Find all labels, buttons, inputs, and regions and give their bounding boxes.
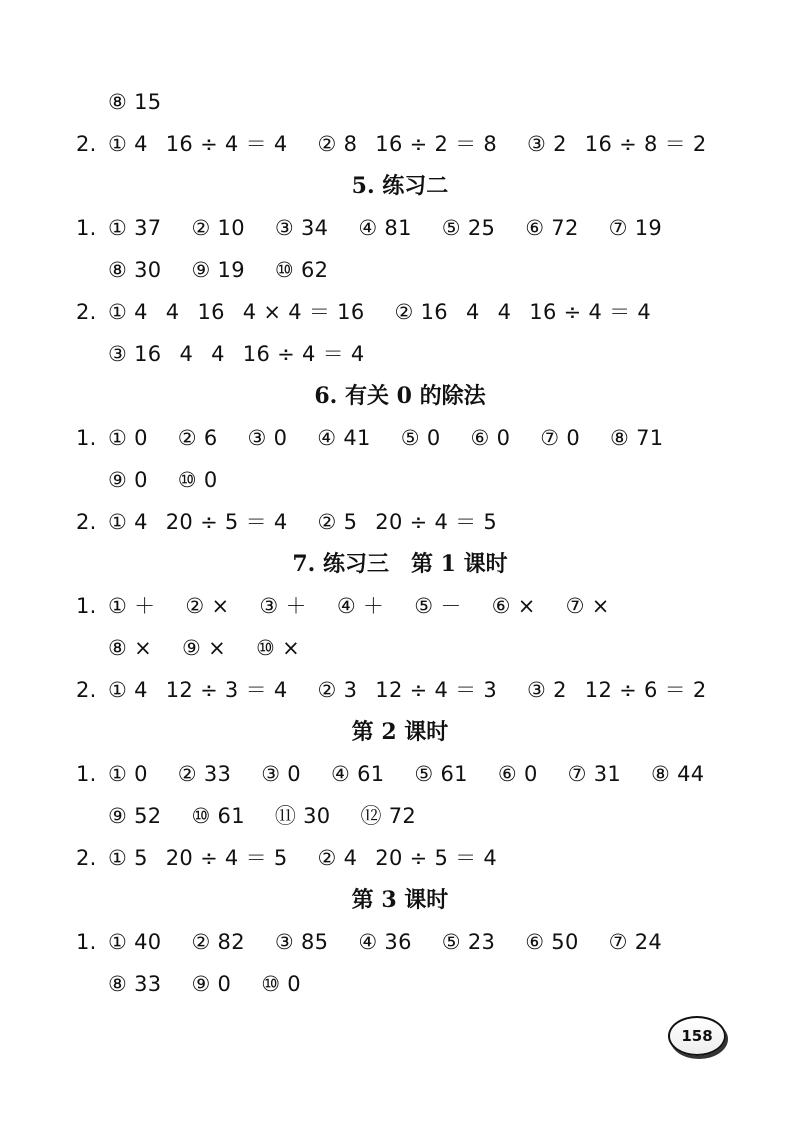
answer-line — [0, 82, 800, 122]
numbered-answer: ⑫ 72 — [360, 804, 417, 828]
numbered-answer: ⑨ 52 — [108, 804, 162, 828]
numbered-answer: ② 16 — [394, 300, 448, 324]
answer-equation: 4 — [179, 342, 194, 366]
numbered-answer: ③ ＋ — [259, 594, 307, 618]
numbered-answer: ⑩ 62 — [274, 258, 329, 282]
numbered-answer: ② 3 — [317, 678, 358, 702]
numbered-answer: ③ 34 — [274, 216, 329, 240]
numbered-answer: ① 0 — [108, 762, 148, 786]
numbered-answer: ⑦ × — [565, 594, 610, 618]
numbered-answer: ⑤ 0 — [400, 426, 441, 450]
numbered-answer: ③ 0 — [261, 762, 301, 786]
answer-equation: 12 ÷ 4 ＝ 3 — [375, 678, 498, 702]
numbered-answer: ② 10 — [191, 216, 245, 240]
numbered-answer: ⑦ 31 — [567, 762, 622, 786]
answer-equation: 12 ÷ 3 ＝ 4 — [165, 678, 288, 702]
answer-line — [0, 796, 800, 836]
answer-equation: 16 ÷ 4 ＝ 4 — [529, 300, 652, 324]
answer-line — [0, 208, 800, 248]
answer-line — [0, 922, 800, 962]
numbered-answer: ① 37 — [108, 216, 162, 240]
question-number: 2. — [76, 132, 97, 156]
answer-equation: 20 ÷ 5 ＝ 4 — [165, 510, 288, 534]
answer-line — [0, 628, 800, 668]
numbered-answer: ⑤ 23 — [441, 930, 496, 954]
answer-line — [0, 838, 800, 878]
numbered-answer: ③ 0 — [247, 426, 288, 450]
numbered-answer: ⑥ 50 — [525, 930, 579, 954]
answer-equation: 16 ÷ 8 ＝ 2 — [584, 132, 707, 156]
section-heading: 5. 练习二 — [351, 173, 449, 199]
answer-line — [0, 418, 800, 458]
numbered-answer: ⑥ × — [491, 594, 536, 618]
numbered-answer: ⑦ 0 — [540, 426, 581, 450]
numbered-answer: ① 4 — [108, 300, 148, 324]
numbered-answer: ① 40 — [108, 930, 162, 954]
numbered-answer: ⑦ 19 — [608, 216, 663, 240]
numbered-answer: ⑥ 72 — [525, 216, 579, 240]
numbered-answer: ① 0 — [108, 426, 148, 450]
question-number: 2. — [76, 846, 97, 870]
answer-line — [0, 124, 800, 164]
numbered-answer: ② × — [185, 594, 230, 618]
numbered-answer: ⑤ － — [414, 594, 462, 618]
numbered-answer: ⑧ 71 — [610, 426, 664, 450]
answer-equation: 16 — [197, 300, 225, 324]
answer-line — [0, 670, 800, 710]
answer-line — [0, 502, 800, 542]
numbered-answer: ⑧ 44 — [651, 762, 705, 786]
numbered-answer: ⑩ 0 — [177, 468, 218, 492]
answer-equation: 4 — [165, 300, 180, 324]
numbered-answer: ② 5 — [317, 510, 358, 534]
numbered-answer: ① 4 — [108, 132, 148, 156]
answer-equation: 16 ÷ 4 ＝ 4 — [242, 342, 365, 366]
answer-line — [0, 292, 800, 332]
numbered-answer: ① 5 — [108, 846, 148, 870]
answer-line — [0, 460, 800, 500]
numbered-answer: ⑧ × — [108, 636, 152, 660]
answer-line — [0, 334, 800, 374]
numbered-answer: ⑤ 61 — [414, 762, 468, 786]
numbered-answer: ③ 85 — [274, 930, 329, 954]
question-number: 1. — [76, 594, 97, 618]
numbered-answer: ① 4 — [108, 678, 148, 702]
answer-equation: 20 ÷ 4 ＝ 5 — [375, 510, 498, 534]
numbered-answer: ⑨ 19 — [191, 258, 245, 282]
numbered-answer: ④ ＋ — [336, 594, 385, 618]
numbered-answer: ② 33 — [177, 762, 232, 786]
numbered-answer: ⑤ 25 — [441, 216, 496, 240]
numbered-answer: ⑨ × — [182, 636, 226, 660]
numbered-answer: ⑧ 33 — [108, 972, 162, 996]
numbered-answer: ⑥ 0 — [470, 426, 511, 450]
section-heading: 6. 有关 0 的除法 — [314, 383, 486, 409]
numbered-answer: ⑧ 15 — [108, 90, 162, 114]
numbered-answer: ③ 16 — [108, 342, 162, 366]
answer-equation: 20 ÷ 4 ＝ 5 — [165, 846, 288, 870]
numbered-answer: ⑩ 61 — [191, 804, 245, 828]
numbered-answer: ④ 81 — [358, 216, 412, 240]
question-number: 2. — [76, 678, 97, 702]
numbered-answer: ② 6 — [177, 426, 218, 450]
section-heading: 7. 练习三 第 1 课时 — [292, 551, 508, 577]
numbered-answer: ⑧ 30 — [108, 258, 162, 282]
section-heading: 第 3 课时 — [351, 887, 449, 913]
page-number-badge: 158 — [668, 1016, 726, 1056]
question-number: 1. — [76, 216, 97, 240]
numbered-answer: ④ 61 — [330, 762, 385, 786]
numbered-answer: ① ＋ — [108, 594, 156, 618]
numbered-answer: ④ 36 — [358, 930, 412, 954]
answer-line — [0, 754, 800, 794]
numbered-answer: ① 4 — [108, 510, 148, 534]
numbered-answer: ② 4 — [317, 846, 358, 870]
answer-line — [0, 964, 800, 1004]
answer-equation: 4 — [465, 300, 480, 324]
numbered-answer: ⑪ 30 — [274, 804, 331, 828]
answer-equation: 16 ÷ 2 ＝ 8 — [375, 132, 498, 156]
numbered-answer: ⑩ × — [256, 636, 300, 660]
section-heading: 第 2 课时 — [351, 719, 449, 745]
answer-equation: 20 ÷ 5 ＝ 4 — [375, 846, 498, 870]
numbered-answer: ④ 41 — [317, 426, 371, 450]
numbered-answer: ⑩ 0 — [261, 972, 301, 996]
question-number: 1. — [76, 426, 97, 450]
numbered-answer: ② 82 — [191, 930, 245, 954]
answer-equation: 4 — [211, 342, 225, 366]
numbered-answer: ⑨ 0 — [108, 468, 148, 492]
answer-equation: 16 ÷ 4 ＝ 4 — [165, 132, 288, 156]
numbered-answer: ⑦ 24 — [608, 930, 663, 954]
question-number: 2. — [76, 510, 97, 534]
numbered-answer: ⑥ 0 — [497, 762, 538, 786]
question-number: 2. — [76, 300, 97, 324]
answer-equation: 4 × 4 ＝ 16 — [242, 300, 365, 324]
numbered-answer: ② 8 — [317, 132, 358, 156]
answer-line — [0, 586, 800, 626]
answer-equation: 4 — [497, 300, 512, 324]
answer-line — [0, 250, 800, 290]
numbered-answer: ⑨ 0 — [191, 972, 232, 996]
numbered-answer: ③ 2 — [527, 678, 567, 702]
question-number: 1. — [76, 762, 97, 786]
question-number: 1. — [76, 930, 97, 954]
answer-equation: 12 ÷ 6 ＝ 2 — [584, 678, 707, 702]
numbered-answer: ③ 2 — [527, 132, 567, 156]
